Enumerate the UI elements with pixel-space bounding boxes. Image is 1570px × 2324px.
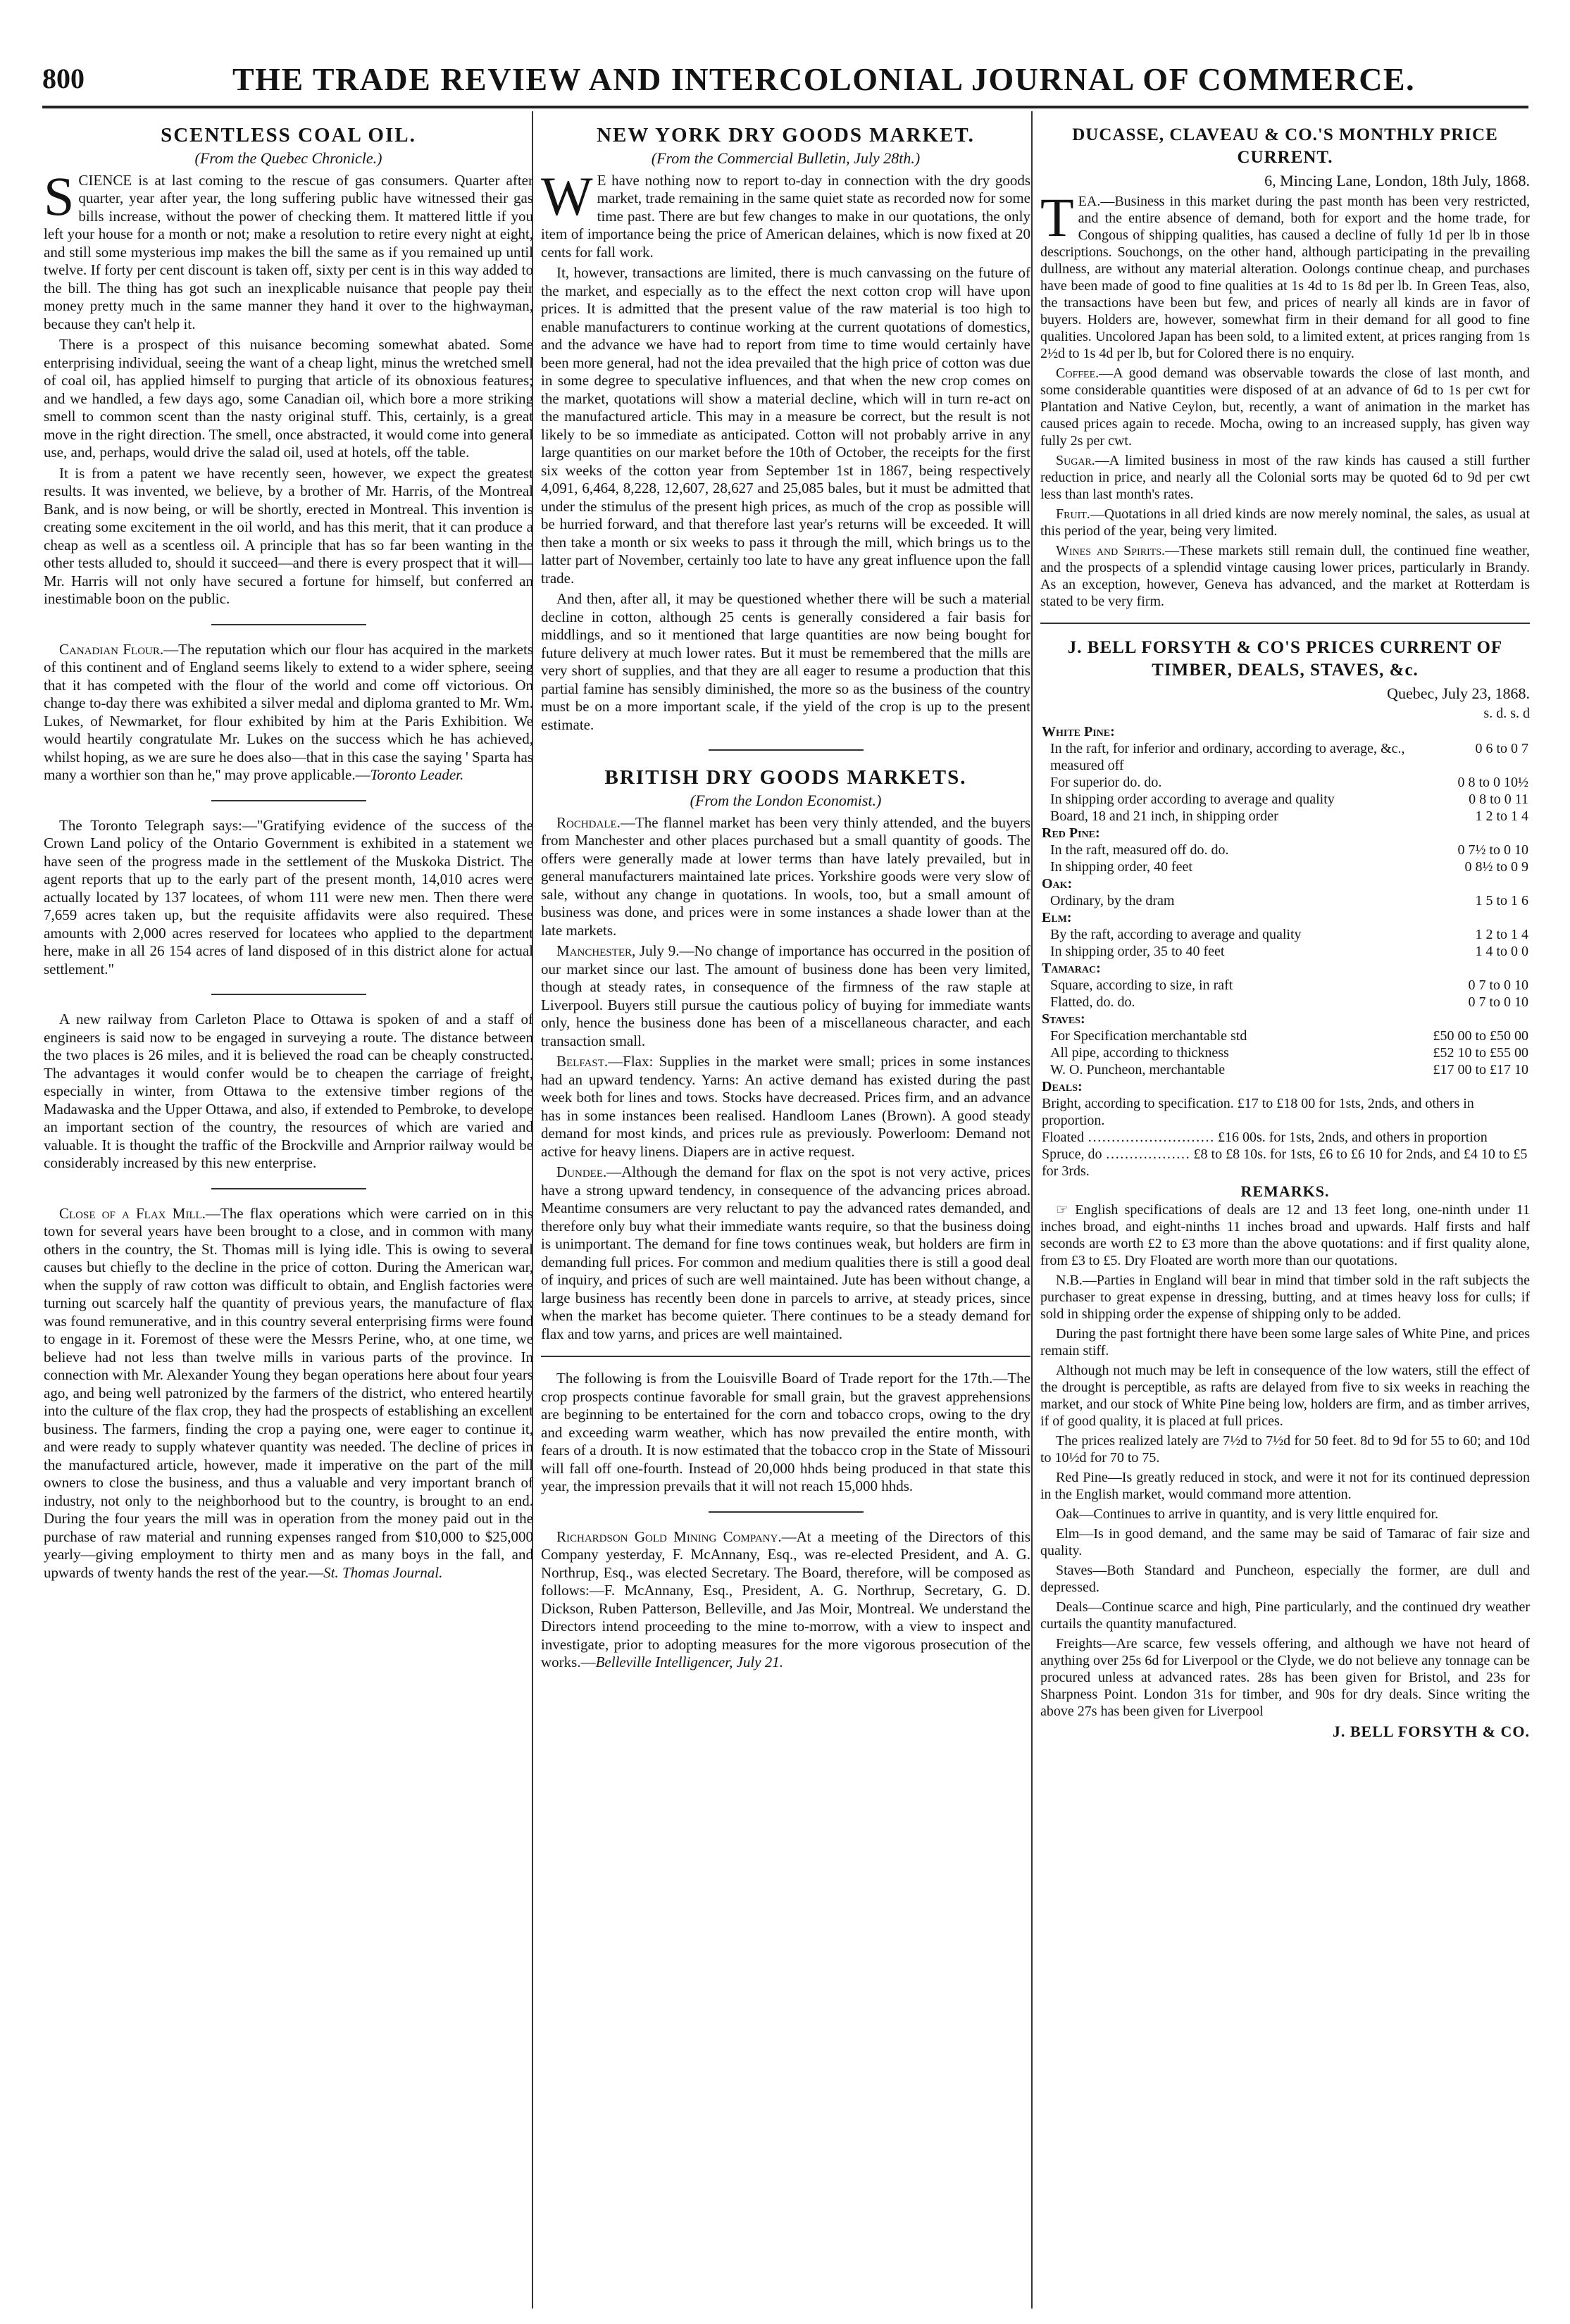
remark-paragraph: During the past fortnight there have been some large sales of White Pine, and prices remain stiff.: [1040, 1326, 1530, 1358]
article-flax-mill: [44, 1205, 533, 1582]
paragraph-lead: Belfast.: [556, 1053, 609, 1070]
separator: [211, 1188, 366, 1189]
separator: [709, 1511, 864, 1513]
article-source: St. Thomas Journal.: [323, 1563, 443, 1581]
price-description: By the raft, according to average and quality: [1050, 926, 1302, 942]
price-row: [1040, 892, 1530, 909]
article-paragraph: SCIENCE is at last coming to the rescue of gas consumers. Quarter after quarter, year after year, the long suffering public have witnessed their gas bills increase, without the power of checking them. It mattered little if you left your house for a month or not; make a resolution to retire every night at eight, and still some mysterious imp makes the bill the same as if you remained up until twelve. If forty per cent discount is taken off, sixty per cent is in this way added to the bill. The thing has got such an inexplicable nuisance that people pay their money pretty much in the same manner they hand it over to the highwayman, because they can't help it.: [44, 165, 533, 332]
remark-paragraph: N.B.—Parties in England will bear in mind that timber sold in the raft subjects the purchaser to great expense in dressing, butting, and at times heavy loss for culls; if sold in shipping order the expense of shipping only to be added.: [1040, 1273, 1530, 1322]
price-category: White Pine:: [1042, 723, 1115, 739]
price-category: Red Pine:: [1042, 825, 1100, 841]
paragraph-lead: Sugar.: [1056, 452, 1095, 468]
price-category-row: [1040, 1078, 1530, 1095]
price-description: Spruce, do ……………… £8 to £8 10s. for 1sts, £6 to £6 10 for 2nds, and £4 10 to £5 for 3rds.: [1042, 1146, 1528, 1179]
price-category-row: [1040, 723, 1530, 740]
price-row: [1040, 1095, 1530, 1129]
price-category-row: [1040, 960, 1530, 977]
price-description: In shipping order according to average and quality: [1050, 791, 1335, 807]
price-description: Board, 18 and 21 inch, in shipping order: [1050, 808, 1278, 824]
price-category-row: [1040, 875, 1530, 892]
article-ny-dry-goods: [541, 124, 1030, 734]
article-paragraph: Belfast.—Flax: Supplies in the market were small; prices in some instances had an upward tendency. Yarns: An active demand has existed during the past week both for lines and tows. Stocks have decreased. Prices firm, and an advance has in some instances been realised. Handloom Lanes (Brown). A good steady demand for most kinds, and prices rule as previously. Powerloom: Demand not active for heavy linens. Diapers are in active request.: [541, 1053, 1030, 1160]
separator: [211, 800, 366, 801]
remark-paragraph: Although not much may be left in consequence of the low waters, still the effect of the drought is perceptible, as rafts are delayed from five to six weeks in reaching the market, and our stock of White Pine being low, holders are firm, and as timber arrives, if of good quality, it is placed at full prices.: [1040, 1363, 1530, 1429]
paragraph-lead: Coffee.: [1056, 365, 1099, 381]
price-value: 0 7 to 0 10: [1468, 977, 1528, 993]
price-description: For superior do. do.: [1050, 774, 1162, 790]
dateline: Quebec, July 23, 1868.: [1387, 684, 1530, 702]
price-value: 1 2 to 1 4: [1475, 808, 1528, 824]
article-title: BRITISH DRY GOODS MARKETS.: [604, 766, 967, 789]
separator: [541, 1356, 1030, 1357]
column-1: [44, 111, 533, 2316]
paragraph-lead: Canadian Flour.: [59, 640, 164, 658]
drop-cap: T: [1040, 186, 1074, 248]
price-description: For Specification merchantable std: [1050, 1027, 1247, 1044]
price-row: [1040, 1027, 1530, 1044]
price-value: 1 2 to 1 4: [1475, 926, 1528, 942]
price-value: 0 8 to 0 11: [1469, 791, 1528, 807]
price-description: In the raft, measured off do. do.: [1050, 842, 1229, 858]
price-row: [1040, 740, 1530, 774]
price-row: [1040, 1146, 1530, 1180]
article-source: (From the Commercial Bulletin, July 28th.): [651, 149, 921, 167]
remark-paragraph: The prices realized lately are 7½d to 7½d for 50 feet. 8d to 9d for 55 to 60; and 10d to 10½d for 70 to 75.: [1040, 1433, 1530, 1466]
signature: J. BELL FORSYTH & CO.: [1332, 1723, 1530, 1740]
article-title: SCENTLESS COAL OIL.: [161, 124, 416, 146]
paragraph-lead: Fruit.: [1056, 506, 1090, 522]
article-telegraph: [44, 817, 533, 979]
masthead: [42, 62, 1528, 97]
price-value: £52 10 to £55 00: [1433, 1044, 1528, 1061]
article-richardson: [541, 1528, 1030, 1672]
separator: [709, 749, 864, 751]
price-description: Bright, according to specification. £17 to £18 00 for 1sts, 2nds, and others in proportion.: [1042, 1095, 1474, 1128]
article-paragraph: Sugar.—A limited business in most of the raw kinds has caused a still further reduction in price, and nearly all the Colonial sorts may be quoted 6d to 9d per cwt less than last month's rates.: [1040, 452, 1530, 502]
paragraph-lead: Rochdale.: [556, 813, 621, 831]
article-paragraph: Fruit.—Quotations in all dried kinds are now merely nominal, the sales, as usual at this period of the year, being very limited.: [1040, 506, 1530, 539]
price-value: 0 8 to 0 10½: [1457, 774, 1528, 790]
price-table: [1040, 723, 1530, 1180]
drop-cap: W: [541, 165, 593, 227]
article-title: J. BELL FORSYTH & CO'S PRICES CURRENT OF TIMBER, DEALS, STAVES, &c.: [1067, 637, 1503, 680]
price-row: [1040, 1129, 1530, 1146]
separator: [211, 624, 366, 625]
article-source: (From the London Economist.): [690, 792, 882, 809]
price-row: [1040, 808, 1530, 825]
paragraph-lead: Close of a Flax Mill.: [59, 1204, 206, 1222]
remark-paragraph: Elm—Is in good demand, and the same may be said of Tamarac of fair size and quality.: [1040, 1526, 1530, 1558]
article-source: Belleville Intelligencer, July 21.: [595, 1654, 784, 1670]
article-title: NEW YORK DRY GOODS MARKET.: [597, 124, 975, 146]
article-paragraph: Canadian Flour.—The reputation which our flour has acquired in the markets of this continent and of England seems likely to extend to a wider sphere, seeing that it has competed with the flour of the world and come off victorious. On change to-day there was exhibited a silver medal and diploma granted to Mr. Wm. Lukes, of Newmarket, for flour exhibited by him at the Paris Exhibition. We would heartily congratulate Mr. Lukes on the success which he has achieved, whilst hoping, as we are sure he does also—that in this case the saying ' Sparta has many a worthier son than he,'' may prove applicable.—Toronto Leader.: [44, 640, 533, 783]
price-row: [1040, 842, 1530, 858]
price-value: £50 00 to £50 00: [1433, 1027, 1528, 1044]
separator: [211, 994, 366, 995]
newspaper-title: THE TRADE REVIEW AND INTERCOLONIAL JOURNAL OF COMMERCE.: [232, 61, 1416, 97]
remark-paragraph: Red Pine—Is greatly reduced in stock, and were it not for its continued depression in the English market, would command more attention.: [1040, 1470, 1530, 1502]
article-paragraph: TEA.—Business in this market during the past month has been very restricted, and the entire absence of demand, both for export and the home trade, for Congous of shipping qualities, has caused a decline of fully 1d per lb in those descriptions. Souchongs, on the other hand, although participating in the prevailing dullness, are without any material alteration. Oolongs continue cheap, and purchases have been made of good to fine qualities at 1s 4d to 1s 8d per lb. In Green Teas, also, the transactions have been but few, and prices of nearly all kinds are in favor of buyers. Holders are, however, somewhat firm in their demand for all good to fine qualities. Uncolored Japan has been sold, to a limited extent, at prices ranging from 1s 2½d to 1s 4d per lb, but for Colored there is no enquiry.: [1040, 186, 1530, 361]
article-paragraph: Wines and Spirits.—These markets still remain dull, the continued fine weather, and the prospects of a splendid vintage causing lower prices, particularly in Brandy. As an exception, however, Geneva has advanced, and the market at Rotterdam is stated to be very firm.: [1040, 542, 1530, 609]
article-paragraph: Rochdale.—The flannel market has been very thinly attended, and the buyers from Manchester and other places purchased but a small quantity of goods. The offers were generally made at lower terms than have lately prevailed, but in general manufacturers maintained late prices. Yorkshire goods were very slow of sale, without any change in quotations. In wools, too, but a small amount of business was done, and prices were in some instances a shade lower than at the late markets.: [541, 813, 1030, 939]
price-row: [1040, 791, 1530, 808]
column-3: [1040, 111, 1530, 2316]
price-category: Tamarac:: [1042, 960, 1101, 976]
price-value: 0 7½ to 0 10: [1457, 842, 1528, 858]
price-description: In the raft, for inferior and ordinary, according to average, &c., measured off: [1050, 740, 1405, 773]
drop-cap: S: [44, 165, 75, 227]
remark-paragraph: Staves—Both Standard and Puncheon, especially the former, are dull and depressed.: [1040, 1563, 1530, 1595]
paragraph-lead: Wines and Spirits.: [1056, 542, 1166, 558]
article-louisville: [541, 1370, 1030, 1496]
paragraph-lead: Manchester,: [556, 942, 636, 959]
price-row: [1040, 858, 1530, 875]
price-row: [1040, 943, 1530, 960]
article-flour: [44, 641, 533, 785]
article-paragraph: Close of a Flax Mill.—The flax operations which were carried on in this town for several years have been brought to a close, and in common with many others in the country, the St. Thomas mill is lying idle. This is owing to several causes but chiefly to the decline in the price of cotton. During the American war, when the supply of raw cotton was difficult to obtain, and English factories were turning out scarcely half the quantity of previous years, the manufacture of flax was found remunerative, and in this country several enterprising firms were found to engage in it. Foremost of these were the Messrs Perine, who, at one time, we believe had not less than twelve mills in various parts of the province. In connection with Mr. Alexander Young they began operations here about four years ago, and being well patronized by the farmers of the district, who entered heartily into the culture of the flax crop, they had the prospects of establishing an excellent business. The farmers, finding the crop a paying one, were eager to continue it, and were ready to supply whatever quantity was needed. The decline of prices in the manufactured article, however, made it imperative on the part of the mill owners to close the business, and thus a valuable and very important branch of industry, not only to the neighborhood but to the country, is brought to an end. During the four years the mill was in operation from the money paid out in the purchase of raw material and running expenses ranged from $10,000 to $25,000 yearly—giving employment to thirty men and as many boys in the fall, and upwards of twenty hands the rest of the year.—St. Thomas Journal.: [44, 1204, 533, 1581]
price-description: Ordinary, by the dram: [1050, 892, 1175, 908]
article-paragraph: Manchester, July 9.—No change of importance has occurred in the position of our market since our last. The amount of business done has been very limited, though at steady rates, in consequence of the firmness of the raw staple at Liverpool. Buyers still pursue the cautious policy of buying for immediate wants only, hence the business done has been of a miscellaneous character, and each transaction small.: [541, 942, 1030, 1049]
article-source: Toronto Leader.: [370, 766, 464, 783]
remark-paragraph: ☞ English specifications of deals are 12 and 13 feet long, one-ninth under 11 inches broad, and eight-ninths 11 inches broad and upwards. Half firsts and half seconds are worth £2 to £3 more than the above quotations: and if first quality alone, from £3 to £5. Dry Floated are worth more than our quotations.: [1040, 1202, 1530, 1268]
price-row: [1040, 977, 1530, 994]
price-value: 0 7 to 0 10: [1468, 994, 1528, 1010]
price-description: All pipe, according to thickness: [1050, 1044, 1229, 1061]
remark-paragraph: Oak—Continues to arrive in quantity, and is very little enquired for.: [1056, 1506, 1439, 1522]
article-paragraph: And then, after all, it may be questioned whether there will be such a material decline in cotton, although 25 cents is generally considered a fair basis for middlings, and so it mentioned that large quantities are now being bought for future delivery at much lower rates. But it must be remembered that the mills are very short of supplies, and that they are all eager to resume a production that this partial famine has sensibly diminished, the more so as the business of the country must be on a more important scale, if the yield of the crop is up to the present estimate.: [541, 590, 1030, 733]
price-description: In shipping order, 40 feet: [1050, 858, 1192, 875]
page-number: 800: [42, 63, 85, 94]
remarks-title: REMARKS.: [1240, 1182, 1330, 1200]
price-value: 0 6 to 0 7: [1475, 740, 1528, 756]
article-paragraph: The following is from the Louisville Board of Trade report for the 17th.—The crop prospects continue favorable for small grain, but the gravest apprehensions are beginning to be entertained for the corn and tobacco crops, owing to the dry and exceeding warm weather, which has now prevailed the entire month, with fears of a drouth. It is now estimated that the tobacco crop in the State of Missouri will fall off one-fourth. Instead of 20,000 hhds being produced in that state this year, the impression prevails that it will not reach 15,000 hhds.: [541, 1370, 1030, 1494]
price-category: Elm:: [1042, 909, 1072, 925]
article-british-dry-goods: [541, 766, 1030, 1343]
price-category-row: [1040, 909, 1530, 926]
price-row: [1040, 926, 1530, 943]
article-source: (From the Quebec Chronicle.): [194, 149, 382, 167]
paragraph-lead: Richardson Gold Mining Company.: [556, 1528, 782, 1545]
article-railway: [44, 1011, 533, 1173]
remark-paragraph: Deals—Continue scarce and high, Pine particularly, and the continued dry weather curtails the quantity manufactured.: [1040, 1599, 1530, 1632]
price-category-row: [1040, 825, 1530, 842]
price-value: 1 4 to 0 0: [1475, 943, 1528, 959]
article-paragraph: W E have nothing now to report to-day in connection with the dry goods market, trade remaining in the same quiet state as recorded now for some time past. There are but few changes to make in our quotations, the only item of importance being the price of American delaines, which is now fixed at 20 cents for fall work.: [541, 165, 1030, 261]
price-value: 0 8½ to 0 9: [1464, 858, 1528, 875]
article-paragraph: It is from a patent we have recently seen, however, we expect the greatest results. It was invented, we believe, by a brother of Mr. Harris, of the Montreal Bank, and is now being, or will be shortly, erected in Montreal. This invention is creating some excitement in the oil world, and has this merit, that it can produce a cheap as well as a scentless oil. A principle that has so far been wanting in the other tests alluded to, should it succeed—and there is every prospect that it will—Mr. Harris will not only have secured a fortune for himself, but conferred an inestimable boon on the public.: [44, 464, 533, 607]
price-category-row: [1040, 1011, 1530, 1027]
price-value: 1 5 to 1 6: [1475, 892, 1528, 908]
article-paragraph: The Toronto Telegraph says:—"Gratifying evidence of the success of the Crown Land policy of the Ontario Government is exhibited in a statement we have seen of the progress made in the settlement of the Muskoka District. The agent reports that up to the early part of the present month, 14,010 acres were actually located by 137 locatees, of whom 111 were new men. Then there were 7,659 acres taken up, but the requisite affidavits were also required. These amounts with 2,000 acres reserved for locatees who applied to the department here, make in all 26 154 acres of land disposed of in this district alone for actual settlement.": [44, 816, 533, 977]
price-row: [1040, 994, 1530, 1011]
remark-paragraph: Freights—Are scarce, few vessels offering, and although we have not heard of anything over 25s 6d for Liverpool or the Clyde, we do not believe any tonnage can be procured unless at advanced rates. 28s has been given for Bristol, and 23s for Sharpness Point. London 31s for timber, and 90s for dry deals. Since writing the above 27s has been given for Liverpool: [1040, 1636, 1530, 1719]
dateline: 6, Mincing Lane, London, 18th July, 1868.: [1264, 172, 1530, 189]
article-coal-oil: [44, 124, 533, 608]
column-rule-2: [1031, 111, 1033, 2309]
price-value: £17 00 to £17 10: [1433, 1061, 1528, 1077]
price-description: In shipping order, 35 to 40 feet: [1050, 943, 1225, 959]
price-category: Oak:: [1042, 875, 1073, 892]
article-paragraph: It, however, transactions are limited, there is much canvassing on the future of the market, and especially as to the effect the next cotton crop will have upon prices. It is admitted that the present value of the raw material is too high to enable manufacturers to continue working at the current quotations of domestics, and the advance we have had to report from time to time would certainly have been more general, had not the idea prevailed that the high price of cotton was due in some degree to speculative influences, and that when the new crop comes on the market, quotations will show a material decline, which will in turn re-act on the manufactured article. This may in a measure be correct, but the result is not likely to be so immediate as anticipated. Cotton will not probably arrive in any large quantities on our market before the 10th of October, the receipts for the first six weeks of the cotton year from September 1st in 1867, being respectively 4,091, 6,464, 8,228, 12,607, 28,627 and 25,085 bales, but it must be admitted that under the stimulus of the present high prices, as much of the crop as possible will be hurried forward, and that therefore last year's returns will be exceeded. It will then take a month or six weeks to pass it through the mill, which brings us to the latter part of November, certainly too late to have any great influence upon the fall trade.: [541, 264, 1030, 587]
price-description: W. O. Puncheon, merchantable: [1050, 1061, 1226, 1077]
price-column-header: s. d. s. d: [1483, 706, 1530, 721]
price-category: Deals:: [1042, 1078, 1083, 1094]
article-title: DUCASSE, CLAVEAU & CO.'S MONTHLY PRICE CURRENT.: [1072, 125, 1498, 167]
price-description: Floated ……………………… £16 00s. for 1sts, 2nds, and others in proportion: [1042, 1129, 1488, 1145]
price-category: Staves:: [1042, 1011, 1085, 1027]
article-paragraph: Richardson Gold Mining Company.—At a meeting of the Directors of this Company yesterday, F. McAnnany, Esq., was re-elected President, and A. G. Northrup, Esq., was elected Secretary. The Board, therefore, will be composed as follows:—F. McAnnany, Esq., President, A. G. Northrup, Secretary, G. D. Dickson, Ruben Patterson, Belleville, and Jas Moir, Montreal. We understand the Directors intend proceeding to the mine to-morrow, with a view to inspect and investigate, prior to adopting measures for the more vigorous prosecution of the works.—Belleville Intelligencer, July 21.: [541, 1528, 1030, 1670]
paragraph-lead: Dundee.: [556, 1163, 607, 1180]
article-paragraph: A new railway from Carleton Place to Ottawa is spoken of and a staff of engineers is said now to be engaged in surveying a route. The distance between the two places is 26 miles, and it is believed the road can be cheaply constructed. The advantages it would confer would be to cheapen the carriage of freight, especially in winter, from Ottawa to the extensive timber regions of the Madawaska and the Upper Ottawa, and also, if extended to Pembroke, to develope an important section of the country, the resources of which are varied and valuable. It is thought the traffic of the Brockville and Arnprior railway would be considerably increased by this new enterprise.: [44, 1011, 533, 1171]
article-ducasse: [1040, 124, 1530, 610]
price-description: Flatted, do. do.: [1050, 994, 1135, 1010]
separator: [1040, 623, 1530, 624]
article-paragraph: There is a prospect of this nuisance becoming somewhat abated. Some enterprising individual, seeing the want of a cheap light, minus the wretched smell of coal oil, has applied himself to purging that article of its obnoxious features; and we handled, a few days ago, some Canadian oil, which bore a more striking smell to common scent than the nasty original stuff. This, certainly, is a great move in the right direction. The smell, once abstracted, it would come into general use, and, perhaps, would drive the salad oil, used at hotels, off the table.: [44, 336, 533, 461]
price-description: Square, according to size, in raft: [1050, 977, 1233, 993]
article-forsyth: [1040, 637, 1530, 1741]
price-row: [1040, 1061, 1530, 1078]
column-2: [541, 111, 1030, 2316]
article-paragraph: Coffee.—A good demand was observable towards the close of last month, and some considerable quantities were disposed of at an advance of 6d to 1s per cwt for Plantation and Native Ceylon, but, recently, a want of animation in the market has caused prices again to recede. Mocha, owing to an increased supply, has given way fully 2s per cwt.: [1040, 365, 1530, 449]
price-row: [1040, 1044, 1530, 1061]
price-row: [1040, 774, 1530, 791]
article-paragraph: Dundee.—Although the demand for flax on the spot is not very active, prices have a strong upward tendency, in consequence of the advancing prices abroad. Meantime consumers are very reluctant to pay the advanced rates demanded, and therefore only buy what their immediate wants require, so that the business doing is unimportant. The demand for fine tows continues weak, but holders are firm in demanding full prices. For common and medium qualities there is still a good deal of inquiry, and prices of such are well maintained. Jute has been without change, a large business has recently been done in parcels to arrive, at steady prices, since when the market has become quieter. There continues to be a steady demand for flax and tow yarns, and prices are well maintained.: [541, 1163, 1030, 1342]
masthead-rule: [42, 106, 1528, 108]
